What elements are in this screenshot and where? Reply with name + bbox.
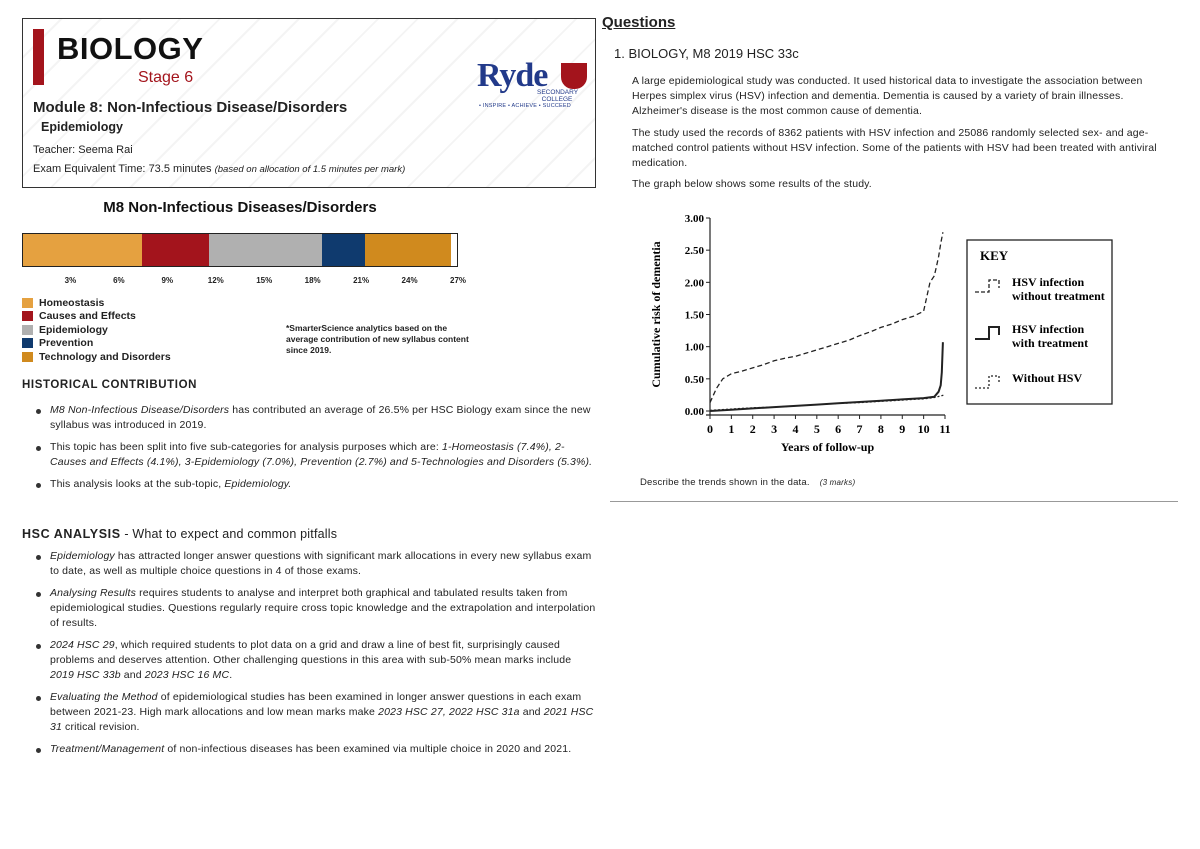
bar-tick-label: 9% bbox=[161, 276, 174, 285]
hsc-heading-bold: HSC ANALYSIS bbox=[22, 527, 121, 541]
hsc-item bbox=[36, 549, 596, 579]
q1-code: BIOLOGY, M8 2019 HSC 33c bbox=[628, 46, 799, 61]
x-tick-label: 6 bbox=[835, 422, 842, 436]
chart-title: M8 Non-Infectious Diseases/Disorders bbox=[103, 199, 377, 216]
historical-text: This topic has been split into five sub-categories for analysis purposes which are: bbox=[50, 441, 442, 453]
question-paragraph-2: The study used the records of 8362 patients with HSV infection and 25086 randomly selected sex- and age-matched control patients without HSV infection. Some of the patients with HSV had been treated with antiviral medication. bbox=[632, 127, 1157, 169]
x-tick-label: 0 bbox=[707, 422, 713, 436]
hsc-heading-rest: - What to expect and common pitfalls bbox=[120, 527, 338, 541]
logo-name: Ryde bbox=[477, 57, 548, 94]
questions-heading: Questions bbox=[602, 14, 676, 31]
series-line-hsv-infection-with-treatment bbox=[710, 342, 943, 411]
module-title: Module 8: Non-Infectious Disease/Disorders bbox=[33, 99, 348, 116]
legend-item bbox=[22, 323, 171, 337]
hsc-text: 2021 HSC 31 bbox=[50, 706, 594, 733]
y-axis-title: Cumulative risk of dementia bbox=[649, 241, 663, 388]
x-tick-label: 1 bbox=[728, 422, 735, 436]
legend-swatch bbox=[22, 338, 33, 348]
x-tick-label: 9 bbox=[899, 422, 906, 436]
logo-subtitle: SECONDARY COLLEGE bbox=[537, 89, 579, 103]
historical-text: 1-Homeostasis (7.4%), 2-Causes and Effects (4.1%), 3-Epidemiology (7.0%), Prevention (2.7%) and 5-Technologies and Disorders (5.3%). bbox=[50, 441, 593, 468]
legend-label: Prevention bbox=[39, 337, 94, 350]
bar-tick-label: 12% bbox=[207, 276, 224, 285]
hsc-text: of non-infectious diseases has been examined via multiple choice in 2020 and 2021. bbox=[164, 743, 572, 755]
hsc-item bbox=[36, 638, 596, 683]
hsc-text: . bbox=[229, 669, 233, 681]
hsc-text: and bbox=[519, 706, 544, 718]
exam-note: (based on allocation of 1.5 minutes per mark) bbox=[214, 164, 406, 175]
shield-icon bbox=[561, 63, 587, 89]
x-tick-label: 5 bbox=[813, 422, 820, 436]
legend-swatch bbox=[22, 352, 33, 362]
title-block bbox=[22, 18, 596, 188]
dementia-risk-graph bbox=[640, 206, 1120, 468]
describe-text: Describe the trends shown in the data. bbox=[640, 477, 810, 488]
bar-legend bbox=[22, 296, 171, 364]
bar-segment-homeostasis bbox=[23, 234, 142, 266]
hsc-text: , which required students to plot data on a grid and draw a line of best fit, surprisingly caused problems and deserves attention. Other challenging questions in this area with sub-50% mean marks include bbox=[50, 639, 572, 666]
y-tick-label: 2.50 bbox=[684, 245, 704, 258]
historical-text: This analysis looks at the sub-topic, bbox=[50, 478, 225, 490]
marks-label: (3 marks) bbox=[819, 478, 856, 487]
key-label: Without HSV bbox=[1012, 371, 1083, 385]
exam-time: 73.5 minutes bbox=[148, 163, 212, 175]
x-axis-title: Years of follow-up bbox=[780, 440, 875, 454]
school-logo bbox=[477, 57, 589, 111]
analytics-note: *SmarterScience analytics based on the average contribution of new syllabus content since 2019. bbox=[286, 323, 469, 355]
legend-label: Causes and Effects bbox=[39, 310, 136, 323]
q1-number: 1. bbox=[614, 46, 625, 61]
y-tick-label: 1.00 bbox=[684, 341, 704, 354]
hsc-text: Analysing Results bbox=[50, 587, 137, 599]
legend-item bbox=[22, 310, 171, 324]
bar-tick-label: 21% bbox=[353, 276, 370, 285]
hsc-text: requires students to analyse and interpret both graphical and tabulated results taken from epidemiological studies. Questions regularly require cross topic knowledge and the extrapolation and interpolation of results. bbox=[50, 587, 596, 629]
legend-item bbox=[22, 350, 171, 364]
hsc-text: Treatment/Management bbox=[50, 743, 165, 755]
x-tick-label: 10 bbox=[917, 422, 930, 436]
bar-segment-prevention bbox=[322, 234, 366, 266]
x-tick-label: 3 bbox=[771, 422, 778, 436]
hsc-item bbox=[36, 586, 596, 631]
key-label: with treatment bbox=[1012, 336, 1089, 350]
key-label: HSV infection bbox=[1012, 322, 1085, 336]
logo-motto: • INSPIRE • ACHIEVE • SUCCEED bbox=[479, 103, 571, 109]
bar-segment-causes-and-effects bbox=[142, 234, 208, 266]
legend-swatch bbox=[22, 311, 33, 321]
historical-item bbox=[36, 440, 594, 470]
historical-text: Epidemiology. bbox=[224, 478, 292, 490]
key-title: KEY bbox=[980, 248, 1009, 263]
question-paragraph-3: The graph below shows some results of the study. bbox=[632, 178, 872, 190]
hsc-text: 2023 HSC 16 MC bbox=[144, 669, 230, 681]
hsc-text: Evaluating the Method bbox=[50, 691, 158, 703]
historical-text: M8 Non-Infectious Disease/Disorders bbox=[50, 404, 230, 416]
bar-tick-label: 27% bbox=[449, 276, 467, 285]
x-tick-label: 11 bbox=[939, 422, 951, 436]
legend-label: Technology and Disorders bbox=[39, 350, 171, 363]
x-tick-label: 2 bbox=[749, 422, 756, 436]
x-tick-label: 8 bbox=[877, 422, 884, 436]
key-label: HSV infection bbox=[1012, 275, 1085, 289]
bar-axis-ticks bbox=[22, 276, 472, 290]
question-prompt bbox=[640, 477, 855, 488]
y-tick-label: 1.50 bbox=[684, 309, 704, 322]
bar-tick-label: 24% bbox=[401, 276, 418, 285]
hsc-text: 2024 HSC 29 bbox=[50, 639, 115, 651]
historical-item bbox=[36, 477, 594, 492]
question-paragraph-1: A large epidemiological study was conducted. It used historical data to investigate the association between Herpes simplex virus (HSV) infection and dementia. Dementia is caused by a variety of brain illnesses. Alzheimer's disease is the most common cause of dementia. bbox=[632, 75, 1143, 117]
teacher-name: Seema Rai bbox=[78, 144, 133, 156]
historical-item bbox=[36, 403, 594, 433]
topic-title: Epidemiology bbox=[41, 120, 123, 134]
accent-bar bbox=[33, 29, 44, 85]
hsc-text: 2023 HSC 27, 2022 HSC 31a bbox=[378, 706, 520, 718]
hsc-text: 2019 HSC 33b bbox=[50, 669, 121, 681]
bar-tick-label: 15% bbox=[256, 276, 273, 285]
y-tick-label: 0.00 bbox=[684, 406, 704, 418]
teacher-line bbox=[33, 144, 133, 156]
y-tick-label: 3.00 bbox=[684, 213, 704, 225]
bar-segment-technology-and-disorders bbox=[365, 234, 451, 266]
hsc-item bbox=[36, 690, 596, 735]
legend-item bbox=[22, 296, 171, 310]
teacher-label: Teacher: bbox=[33, 144, 76, 156]
y-tick-label: 0.50 bbox=[684, 373, 704, 386]
stage-label: Stage 6 bbox=[138, 69, 194, 86]
legend-swatch bbox=[22, 325, 33, 335]
x-tick-label: 4 bbox=[792, 422, 799, 436]
exam-time-line bbox=[33, 163, 405, 175]
legend-item bbox=[22, 337, 171, 351]
stacked-bar bbox=[22, 233, 458, 267]
subject-title: BIOLOGY bbox=[57, 31, 204, 66]
hsc-text: has attracted longer answer questions with significant mark allocations in every new syllabus exam to date, as well as multiple choice questions in 4 of those exams. bbox=[50, 550, 592, 577]
bar-tick-label: 3% bbox=[64, 276, 77, 285]
bar-tick-label: 6% bbox=[113, 276, 125, 285]
hsc-text: Epidemiology bbox=[50, 550, 115, 562]
historical-heading: HISTORICAL CONTRIBUTION bbox=[22, 379, 198, 391]
series-line-hsv-infection-without-treatment bbox=[710, 232, 943, 402]
hsc-item bbox=[36, 742, 596, 757]
legend-label: Homeostasis bbox=[39, 296, 105, 309]
hsc-heading bbox=[22, 527, 337, 541]
hsc-text: and bbox=[120, 669, 145, 681]
legend-label: Epidemiology bbox=[39, 323, 108, 336]
question-number bbox=[614, 46, 799, 61]
hsc-text: critical revision. bbox=[61, 721, 140, 733]
exam-label: Exam Equivalent Time: bbox=[33, 163, 146, 175]
answer-line bbox=[610, 501, 1178, 502]
x-tick-label: 7 bbox=[856, 422, 863, 436]
bar-tick-label: 18% bbox=[304, 276, 321, 285]
key-label: without treatment bbox=[1012, 289, 1105, 303]
y-tick-label: 2.00 bbox=[684, 277, 704, 290]
hsc-text: of epidemiological studies has been examined in longer answer questions in each exam between 2021-23. High mark allocations and low mean marks make bbox=[50, 691, 582, 718]
bar-segment-epidemiology bbox=[209, 234, 322, 266]
legend-swatch bbox=[22, 298, 33, 308]
historical-text: has contributed an average of 26.5% per HSC Biology exam since the new syllabus was introduced in 2019. bbox=[50, 404, 591, 431]
historical-list bbox=[36, 403, 594, 499]
hsc-list bbox=[36, 549, 596, 764]
